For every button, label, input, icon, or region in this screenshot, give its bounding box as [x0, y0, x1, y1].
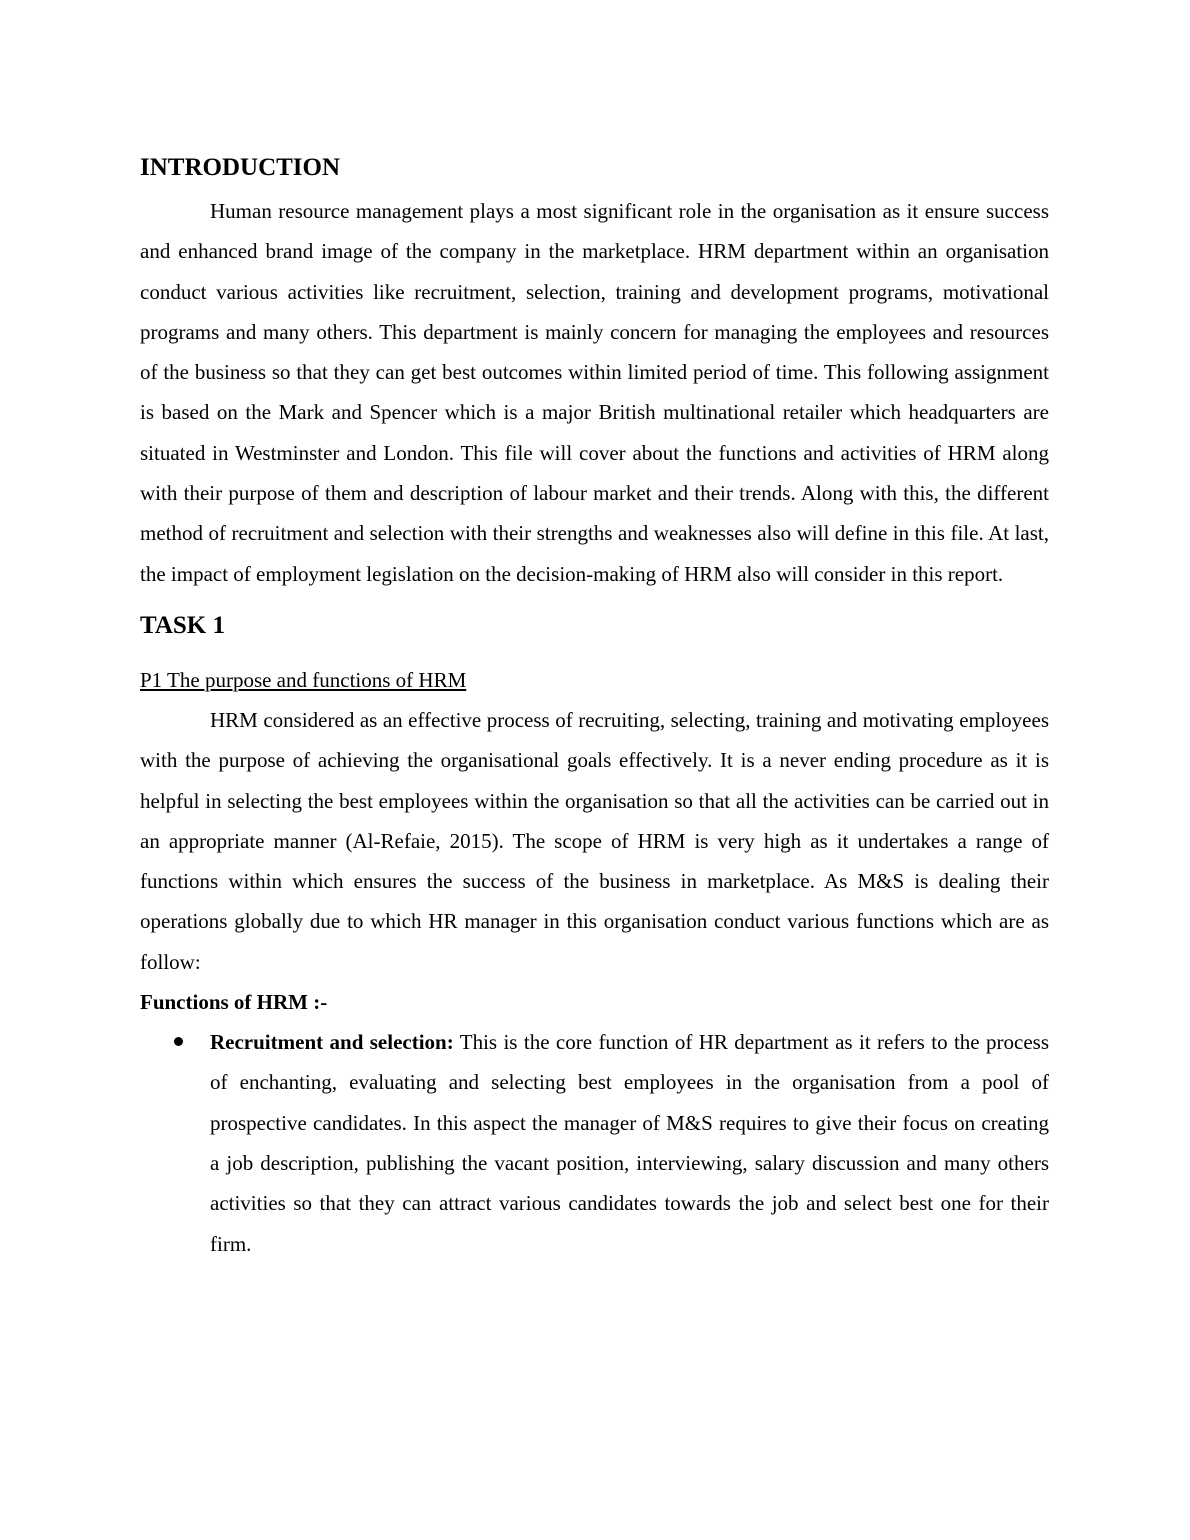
functions-heading: Functions of HRM :- — [140, 990, 328, 1015]
task1-paragraph: HRM considered as an effective process of recruiting, selecting, training and motivating employees with the purpose of achieving the organisational goals effectively. It is a never ending procedure as it is helpful in selecting the best employees within the organisation so that all the activities can be carried out in an appropriate manner (Al-Refaie, 2015). The scope of HRM is very high as it undertakes a range of functions within which ensures the success of the business in marketplace. As M&S is dealing their operations globally due to which HR manager in this organisation conduct various functions which are as follow: — [140, 707, 1049, 974]
introduction-paragraph: Human resource management plays a most significant role in the organisation as it ensure success and enhanced brand image of the company in the marketplace. HRM department within an organisation conduct various activities like recruitment, selection, training and development programs, motivational programs and many others. This department is mainly concern for managing the employees and resources of the business so that they can get best outcomes within limited period of time. This following assignment is based on the Mark and Spencer which is a major British multinational retailer which headquarters are situated in Westminster and London. This file will cover about the functions and activities of HRM along with their purpose of them and description of labour market and their trends. Along with this, the different method of recruitment and selection with their strengths and weaknesses also will define in this file. At last, the impact of employment legislation on the decision-making of HRM also will consider in this report. — [140, 199, 1049, 586]
list-item — [140, 1022, 1049, 1264]
introduction-heading: INTRODUCTION — [140, 154, 341, 181]
function-text: This is the core function of HR department as it refers to the process of enchanting, evaluating and selecting best employees in the organisation from a pool of prospective candidates. In this aspect the manager of M&S requires to give their focus on creating a job description, publishing the vacant position, interviewing, salary discussion and many others activities so that they can attract various candidates towards the job and select best one for their firm. — [210, 1030, 1049, 1256]
bullet-icon — [174, 1037, 183, 1046]
p1-subheading: P1 The purpose and functions of HRM — [140, 667, 467, 692]
function-title: Recruitment and selection: — [210, 1030, 454, 1055]
document-page — [140, 148, 1049, 1264]
functions-list — [140, 1022, 1049, 1264]
task1-heading: TASK 1 — [140, 611, 225, 639]
